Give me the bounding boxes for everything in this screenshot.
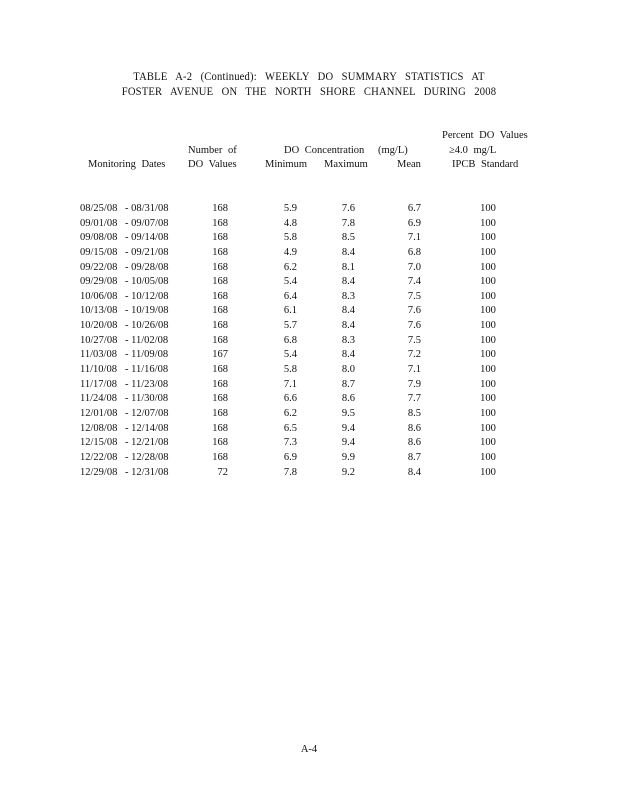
cell-maximum: 8.4 <box>341 305 355 317</box>
cell-percent-standard: 100 <box>480 364 496 376</box>
cell-mean: 7.6 <box>407 320 421 332</box>
cell-do-value-count: 168 <box>212 422 228 434</box>
cell-mean: 7.1 <box>407 232 421 244</box>
header-units: (mg/L) <box>378 145 408 156</box>
cell-do-value-count: 168 <box>212 378 228 390</box>
cell-do-value-count: 168 <box>212 437 228 449</box>
data-table-body <box>0 203 618 481</box>
table-title-line-1: TABLE A-2 (Continued): WEEKLY DO SUMMARY STATISTICS AT <box>133 71 485 83</box>
cell-minimum: 6.2 <box>283 407 297 419</box>
cell-start-date: 09/29/08 <box>80 276 118 288</box>
cell-start-date: 09/01/08 <box>80 217 118 229</box>
cell-end-date: - 12/31/08 <box>125 466 169 478</box>
header-minimum: Minimum <box>265 159 308 170</box>
cell-mean: 7.5 <box>407 290 421 302</box>
cell-mean: 7.5 <box>407 334 421 346</box>
cell-minimum: 5.7 <box>283 320 297 332</box>
cell-start-date: 09/22/08 <box>80 261 118 273</box>
cell-maximum: 8.4 <box>341 320 355 332</box>
cell-end-date: - 09/07/08 <box>125 217 169 229</box>
cell-maximum: 9.2 <box>341 466 355 478</box>
cell-maximum: 9.9 <box>341 451 355 463</box>
cell-percent-standard: 100 <box>480 217 496 229</box>
cell-percent-standard: 100 <box>480 276 496 288</box>
cell-mean: 7.2 <box>407 349 421 361</box>
cell-end-date: - 11/30/08 <box>125 393 169 405</box>
header-do-values: DO Values <box>188 159 237 170</box>
cell-end-date: - 12/07/08 <box>125 407 169 419</box>
table-row <box>0 467 618 482</box>
table-row <box>0 320 618 335</box>
cell-start-date: 08/25/08 <box>80 203 118 214</box>
cell-mean: 8.7 <box>407 451 421 463</box>
cell-start-date: 12/22/08 <box>80 451 118 463</box>
cell-do-value-count: 168 <box>212 305 228 317</box>
table-row <box>0 203 618 218</box>
cell-percent-standard: 100 <box>480 349 496 361</box>
cell-maximum: 8.4 <box>341 246 355 258</box>
cell-do-value-count: 168 <box>212 407 228 419</box>
cell-start-date: 10/27/08 <box>80 334 118 346</box>
table-row <box>0 437 618 452</box>
cell-maximum: 8.4 <box>341 349 355 361</box>
cell-minimum: 6.2 <box>283 261 297 273</box>
cell-mean: 8.6 <box>407 422 421 434</box>
cell-minimum: 5.9 <box>283 203 297 214</box>
cell-do-value-count: 168 <box>212 217 228 229</box>
cell-minimum: 6.1 <box>283 305 297 317</box>
cell-do-value-count: 168 <box>212 232 228 244</box>
table-row <box>0 349 618 364</box>
table-row <box>0 379 618 394</box>
cell-end-date: - 12/28/08 <box>125 451 169 463</box>
cell-mean: 7.1 <box>407 364 421 376</box>
cell-percent-standard: 100 <box>480 393 496 405</box>
cell-maximum: 8.4 <box>341 276 355 288</box>
cell-maximum: 8.0 <box>341 364 355 376</box>
cell-start-date: 12/08/08 <box>80 422 118 434</box>
cell-percent-standard: 100 <box>480 232 496 244</box>
table-row <box>0 393 618 408</box>
cell-percent-standard: 100 <box>480 290 496 302</box>
cell-mean: 7.4 <box>407 276 421 288</box>
cell-minimum: 5.8 <box>283 232 297 244</box>
cell-end-date: - 11/02/08 <box>125 334 169 346</box>
cell-end-date: - 11/23/08 <box>125 378 169 390</box>
cell-end-date: - 09/21/08 <box>125 246 169 258</box>
table-row <box>0 218 618 233</box>
cell-do-value-count: 168 <box>212 451 228 463</box>
cell-percent-standard: 100 <box>480 378 496 390</box>
cell-start-date: 11/17/08 <box>80 378 117 390</box>
cell-minimum: 7.3 <box>283 437 297 449</box>
cell-maximum: 8.3 <box>341 334 355 346</box>
cell-percent-standard: 100 <box>480 246 496 258</box>
cell-mean: 8.6 <box>407 437 421 449</box>
cell-percent-standard: 100 <box>480 451 496 463</box>
table-title-line-2: FOSTER AVENUE ON THE NORTH SHORE CHANNEL DURING 2008 <box>121 86 497 98</box>
cell-minimum: 6.9 <box>283 451 297 463</box>
cell-maximum: 9.5 <box>341 407 355 419</box>
cell-mean: 6.7 <box>407 203 421 214</box>
cell-percent-standard: 100 <box>480 305 496 317</box>
cell-percent-standard: 100 <box>480 437 496 449</box>
header-percent-do-values: Percent DO Values <box>442 130 528 141</box>
cell-mean: 8.4 <box>407 466 421 478</box>
table-row <box>0 335 618 350</box>
table-row <box>0 408 618 423</box>
cell-minimum: 6.6 <box>283 393 297 405</box>
cell-start-date: 09/08/08 <box>80 232 118 244</box>
table-row <box>0 276 618 291</box>
cell-end-date: - 10/05/08 <box>125 276 169 288</box>
cell-mean: 7.6 <box>407 305 421 317</box>
cell-end-date: - 10/19/08 <box>125 305 169 317</box>
table-row <box>0 247 618 262</box>
cell-mean: 7.7 <box>407 393 421 405</box>
cell-minimum: 5.4 <box>283 276 297 288</box>
cell-minimum: 6.4 <box>283 290 297 302</box>
cell-start-date: 11/03/08 <box>80 349 117 361</box>
cell-mean: 7.0 <box>407 261 421 273</box>
page-number: A-4 <box>300 744 318 755</box>
cell-maximum: 8.6 <box>341 393 355 405</box>
cell-end-date: - 11/09/08 <box>125 349 169 361</box>
cell-start-date: 11/24/08 <box>80 393 117 405</box>
cell-minimum: 6.5 <box>283 422 297 434</box>
header-number-of: Number of <box>188 145 237 156</box>
cell-end-date: - 10/12/08 <box>125 290 169 302</box>
cell-end-date: - 08/31/08 <box>125 203 169 214</box>
cell-percent-standard: 100 <box>480 203 496 214</box>
cell-maximum: 7.6 <box>341 203 355 214</box>
cell-maximum: 7.8 <box>341 217 355 229</box>
cell-percent-standard: 100 <box>480 261 496 273</box>
cell-do-value-count: 168 <box>212 203 228 214</box>
cell-percent-standard: 100 <box>480 422 496 434</box>
table-row <box>0 232 618 247</box>
cell-start-date: 12/15/08 <box>80 437 118 449</box>
cell-do-value-count: 168 <box>212 393 228 405</box>
header-do-concentration: DO Concentration <box>284 145 365 156</box>
cell-start-date: 11/10/08 <box>80 364 117 376</box>
cell-minimum: 4.8 <box>283 217 297 229</box>
cell-do-value-count: 167 <box>212 349 228 361</box>
cell-minimum: 4.9 <box>283 246 297 258</box>
cell-minimum: 7.1 <box>283 378 297 390</box>
cell-percent-standard: 100 <box>480 320 496 332</box>
cell-maximum: 8.7 <box>341 378 355 390</box>
cell-start-date: 10/13/08 <box>80 305 118 317</box>
cell-do-value-count: 168 <box>212 320 228 332</box>
cell-mean: 7.9 <box>407 378 421 390</box>
cell-maximum: 8.3 <box>341 290 355 302</box>
table-row <box>0 452 618 467</box>
cell-percent-standard: 100 <box>480 466 496 478</box>
cell-do-value-count: 168 <box>212 276 228 288</box>
cell-end-date: - 10/26/08 <box>125 320 169 332</box>
cell-do-value-count: 168 <box>212 364 228 376</box>
table-row <box>0 305 618 320</box>
cell-start-date: 12/29/08 <box>80 466 118 478</box>
cell-do-value-count: 168 <box>212 246 228 258</box>
header-maximum: Maximum <box>324 159 368 170</box>
cell-end-date: - 11/16/08 <box>125 364 169 376</box>
header-mean: Mean <box>397 159 421 170</box>
header-monitoring-dates: Monitoring Dates <box>88 159 166 170</box>
cell-do-value-count: 72 <box>217 466 228 478</box>
cell-maximum: 9.4 <box>341 422 355 434</box>
cell-minimum: 5.8 <box>283 364 297 376</box>
cell-maximum: 9.4 <box>341 437 355 449</box>
table-row <box>0 423 618 438</box>
cell-mean: 6.8 <box>407 246 421 258</box>
cell-percent-standard: 100 <box>480 407 496 419</box>
cell-percent-standard: 100 <box>480 334 496 346</box>
cell-minimum: 7.8 <box>283 466 297 478</box>
cell-start-date: 10/20/08 <box>80 320 118 332</box>
cell-mean: 8.5 <box>407 407 421 419</box>
cell-start-date: 12/01/08 <box>80 407 118 419</box>
table-row <box>0 262 618 277</box>
cell-minimum: 5.4 <box>283 349 297 361</box>
header-ipcb-standard: IPCB Standard <box>452 159 519 170</box>
cell-end-date: - 09/28/08 <box>125 261 169 273</box>
cell-end-date: - 09/14/08 <box>125 232 169 244</box>
cell-start-date: 09/15/08 <box>80 246 118 258</box>
cell-do-value-count: 168 <box>212 261 228 273</box>
cell-do-value-count: 168 <box>212 290 228 302</box>
cell-minimum: 6.8 <box>283 334 297 346</box>
cell-do-value-count: 168 <box>212 334 228 346</box>
table-row <box>0 291 618 306</box>
cell-end-date: - 12/14/08 <box>125 422 169 434</box>
cell-mean: 6.9 <box>407 217 421 229</box>
cell-maximum: 8.5 <box>341 232 355 244</box>
table-row <box>0 364 618 379</box>
cell-end-date: - 12/21/08 <box>125 437 169 449</box>
header-threshold: ≥4.0 mg/L <box>449 145 497 156</box>
cell-start-date: 10/06/08 <box>80 290 118 302</box>
cell-maximum: 8.1 <box>341 261 355 273</box>
